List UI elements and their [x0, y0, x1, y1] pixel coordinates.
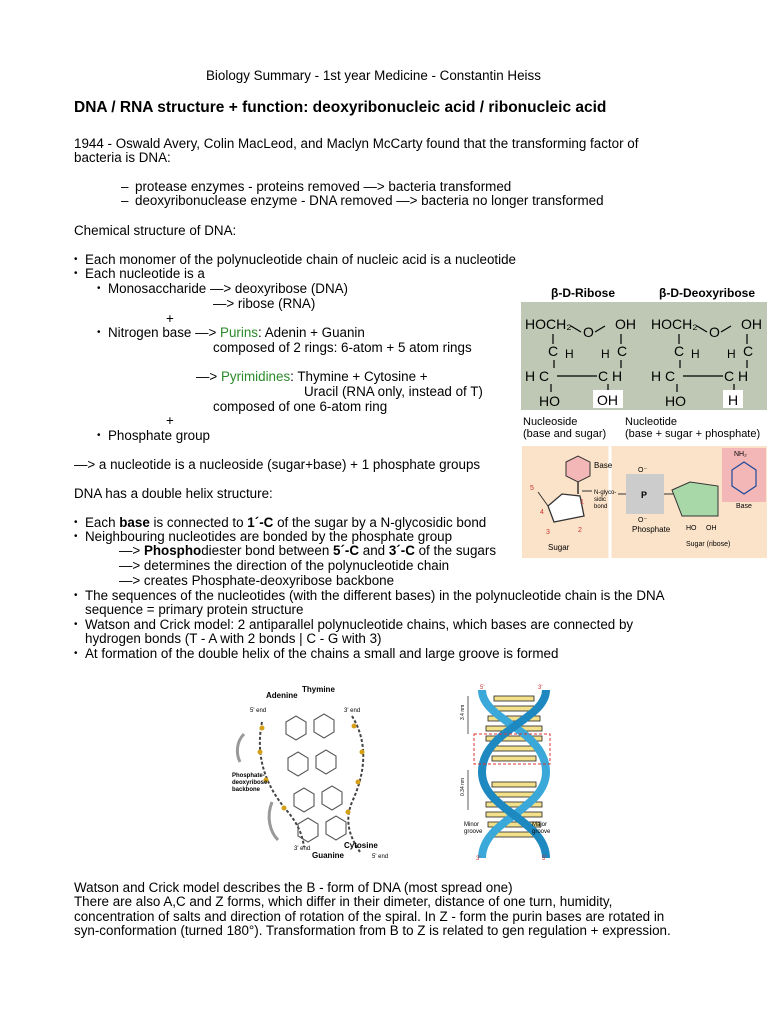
sequence-line-2: sequence = primary protein structure — [85, 602, 304, 617]
purins-list: : Adenin + Guanin — [258, 325, 365, 340]
deoxy-c4: C — [674, 343, 685, 359]
ribose-ho: HO — [539, 393, 560, 409]
pyrimidines-arrow: —> — [196, 369, 221, 384]
purins-term: Purins — [220, 325, 258, 340]
helix-top-3: 3' — [538, 685, 543, 691]
footer-line-2: There are also A,C and Z forms, which differ in their dimeter, distance of one turn, humidity, — [74, 894, 613, 909]
c1-label: 1 — [580, 499, 584, 506]
document-title: DNA / RNA structure + function: deoxyribonucleic acid / ribonucleic acid — [74, 99, 607, 116]
ribose-hc3: H C — [525, 368, 550, 384]
pyrimidines-list: : Thymine + Cytosine + — [290, 369, 428, 384]
right-arrow-arc — [269, 802, 278, 840]
ribose-oh-bottom: OH — [597, 392, 618, 408]
plus-2: + — [166, 413, 174, 428]
backbone-line: —> creates Phosphate-deoxyribose backbone — [119, 573, 395, 588]
pyrimidines-term: Pyrimidines — [220, 369, 291, 384]
deoxyribose-title: β-D-Deoxyribose — [659, 286, 756, 300]
intro-line-2: bacteria is DNA: — [74, 150, 171, 165]
end-3-top: 3' end — [344, 708, 361, 714]
thymine-label: Thymine — [302, 685, 335, 694]
ribose-hoch2: HOCH₂ — [525, 316, 572, 332]
major-groove-label: Major — [532, 822, 548, 828]
backbone-label-2: deoxyribose — [232, 780, 268, 786]
footer-line-1: Watson and Crick model describes the B - form of DNA (most spread one) — [74, 880, 513, 895]
minor-groove-label: Minor — [464, 822, 480, 828]
deoxy-h1: H — [727, 347, 736, 361]
helix-bottom-5: 5' — [542, 856, 547, 862]
deoxy-h4: H — [691, 347, 700, 361]
c3-label: 3 — [546, 529, 550, 536]
base-term: base — [119, 515, 150, 530]
left-arrow-arc — [237, 734, 244, 762]
neighbour-bond: • Neighbouring nucleotides are bonded by the phosphate group — [85, 529, 452, 544]
cytosine-label: Cytosine — [344, 841, 378, 850]
deoxy-ch2: C H — [724, 368, 749, 384]
nh2-label: NH₂ — [734, 451, 747, 458]
ribose-ch2: C H — [598, 368, 623, 384]
deoxy-h-bottom: H — [728, 392, 739, 408]
ribose-oh-top: OH — [615, 316, 636, 332]
glyco-label-3: bond — [594, 504, 608, 510]
sugar-oh: OH — [706, 525, 717, 532]
footer-line-3: concentration of salts and direction of rotation of the spiral. In Z - form the purin bases are rotated in — [74, 909, 665, 924]
base-connection — [85, 515, 486, 530]
nucleotide-label: Nucleotide — [625, 416, 677, 428]
phosphate-p: P — [641, 490, 648, 500]
deoxy-ho: HO — [665, 393, 686, 409]
watson-crick-line-1: • Watson and Crick model: 2 antiparallel polynucleotide chains, which bases are connected by — [85, 617, 633, 632]
base-mid: is connected to — [149, 515, 248, 530]
glyco-label-2: sidic — [594, 497, 607, 503]
base-ring-icon — [566, 456, 590, 482]
major-groove-label-2: groove — [532, 829, 551, 835]
phos-and: and — [359, 543, 389, 558]
nucleotide-sub: (base + sugar + phosphate) — [625, 428, 761, 440]
deoxy-ring-o: O — [709, 324, 720, 340]
nucleoside-label: Nucleoside — [523, 416, 578, 428]
phosphate-o-bottom: O⁻ — [638, 517, 648, 524]
end-5-bottom: 5' end — [372, 854, 389, 860]
carbon-3-term: 3´-C — [388, 543, 415, 558]
ribose-h4: H — [565, 347, 574, 361]
nitrogen-base-label: Nitrogen base —> — [108, 325, 221, 340]
direction-line: —> determines the direction of the polynucleotide chain — [119, 558, 450, 573]
deoxy-oh-top: OH — [741, 316, 762, 332]
minor-groove-label-2: groove — [464, 829, 483, 835]
base-label-right: Base — [736, 503, 752, 510]
phosphate-o-top: O⁻ — [638, 467, 648, 474]
end-3-bottom: 3' end — [294, 846, 311, 852]
base-pair-figure — [232, 682, 402, 862]
phos-arrow: —> — [119, 543, 144, 558]
phospho-term: Phospho — [143, 543, 202, 558]
sequence-line-1: • The sequences of the nucleotides (with the different bases) in the polynucleotide chain is the DNA — [85, 588, 665, 603]
phosphate-group: • Phosphate group — [108, 428, 210, 443]
ribose-line: —> ribose (RNA) — [213, 296, 316, 311]
ribose-title: β-D-Ribose — [551, 286, 615, 300]
helix-bottom-3: 3' — [476, 856, 481, 862]
chem-bullet-1: • Each monomer of the polynucleotide chain of nucleic acid is a nucleotide — [85, 252, 516, 267]
intro-line-1: 1944 - Oswald Avery, Colin MacLeod, and Maclyn McCarty found that the transforming factor of — [74, 136, 639, 151]
phos-mid: diester bond between — [201, 543, 333, 558]
footer-line-4: syn-conformation (turned 180°). Transformation from B to Z is related to gen regulation + expression. — [74, 923, 671, 938]
glyco-label-1: N-glyco- — [594, 490, 617, 496]
rise-label: 0.34 nm — [460, 777, 466, 796]
phosphate-dots — [258, 724, 365, 815]
carbon-1-term: 1´-C — [247, 515, 274, 530]
deoxy-hc3: H C — [651, 368, 676, 384]
ribose-deoxyribose-figure — [521, 282, 767, 440]
watson-crick-line-2: hydrogen bonds (T - A with 2 bonds | C - G with 3) — [85, 631, 382, 646]
nucleotide-summary: —> a nucleotide is a nucleoside (sugar+base) + 1 phosphate groups — [74, 457, 481, 472]
base-pre: Each — [85, 515, 120, 530]
groove-line: • At formation of the double helix of the chains a small and large groove is formed — [85, 646, 558, 661]
helix-top-5: 5' — [480, 685, 485, 691]
ribose-c1: C — [617, 343, 628, 359]
backbone-label-1: Phosphate- — [232, 773, 265, 779]
sugar-ribose-label: Sugar (ribose) — [686, 541, 731, 548]
experiment-2: – deoxyribonuclease enzyme - DNA removed —> bacteria no longer transformed — [135, 193, 604, 208]
plus-1: + — [166, 311, 174, 326]
backbone-right — [348, 716, 363, 852]
nucleoside-sub: (base and sugar) — [523, 428, 607, 440]
base-post: of the sugar by a N-glycosidic bond — [273, 515, 487, 530]
pyrimidines-line — [196, 369, 428, 384]
pitch-label: 3.4 nm — [460, 704, 466, 720]
nucleotide-figure — [522, 446, 767, 558]
chem-heading: Chemical structure of DNA: — [74, 223, 237, 238]
document-header: Biology Summary - 1st year Medicine - Constantin Heiss — [206, 68, 541, 83]
sugar-ho: HO — [686, 525, 697, 532]
adenine-label: Adenine — [266, 691, 298, 700]
c4-label: 4 — [540, 509, 544, 516]
phosphate-label: Phosphate — [632, 525, 671, 534]
ribose-h1: H — [601, 347, 610, 361]
phosphodiester-line — [119, 543, 496, 558]
base-label: Base — [594, 461, 613, 470]
experiment-1: – protease enzymes - proteins removed —> bacteria transformed — [135, 179, 511, 194]
c2-label: 2 — [578, 527, 582, 534]
deoxy-hoch2: HOCH₂ — [651, 316, 698, 332]
ribose-c4: C — [548, 343, 559, 359]
end-5-top: 5' end — [250, 708, 267, 714]
purins-rings: composed of 2 rings: 6-atom + 5 atom rings — [213, 340, 472, 355]
pyrimidine-ring: composed of one 6-atom ring — [213, 399, 388, 414]
double-helix-figure — [450, 680, 560, 862]
nitrogen-base-line — [108, 325, 365, 340]
sugar-label: Sugar — [548, 543, 570, 552]
backbone-label-3: backbone — [232, 787, 261, 793]
c5-label: 5 — [530, 485, 534, 492]
uracil-line: Uracil (RNA only, instead of T) — [304, 384, 483, 399]
carbon-5-term: 5´-C — [333, 543, 360, 558]
chem-bullet-2: • Each nucleotide is a — [85, 266, 205, 281]
monosaccharide-line: • Monosaccharide —> deoxyribose (DNA) — [108, 281, 348, 296]
ribose-ring-o: O — [583, 324, 594, 340]
guanine-label: Guanine — [312, 851, 345, 860]
phos-post: of the sugars — [414, 543, 497, 558]
helix-heading: DNA has a double helix structure: — [74, 486, 273, 501]
deoxy-c1: C — [743, 343, 754, 359]
